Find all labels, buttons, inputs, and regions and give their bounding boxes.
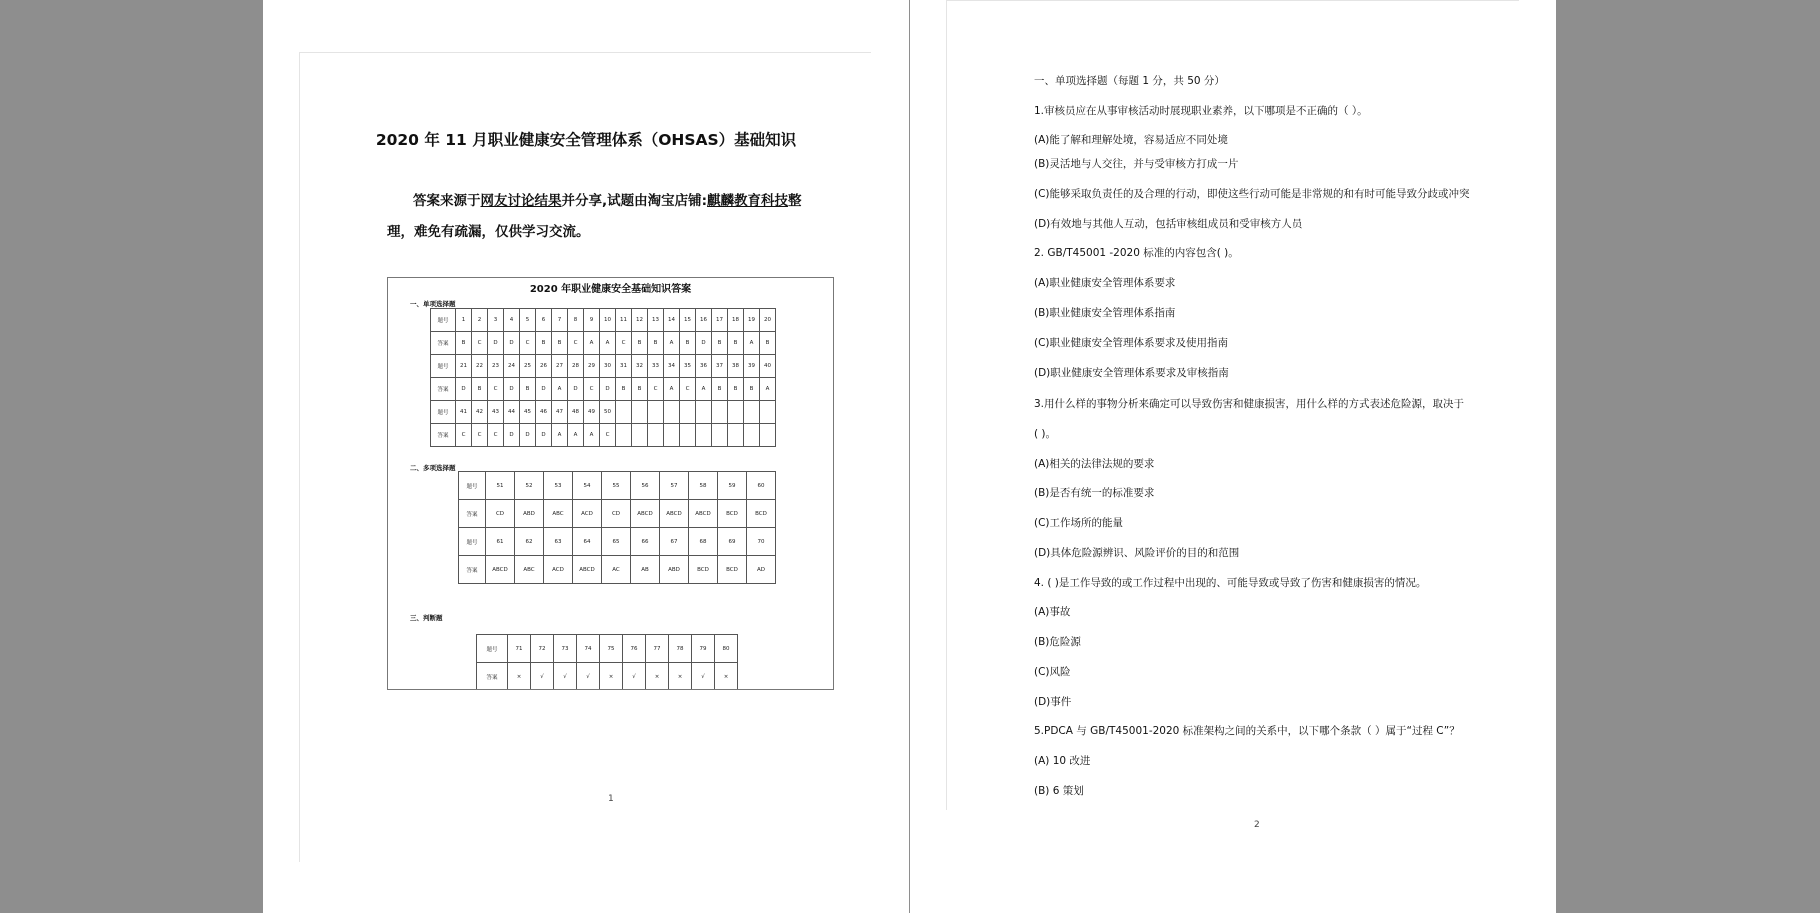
answer-cell: 11 [616,309,632,332]
answer-cell [712,424,728,447]
answer-cell: B [552,332,568,355]
answer-cell: √ [531,663,554,691]
page-margin-left [946,0,947,810]
document-title: 2020 年 11 月职业健康安全管理体系（OHSAS）基础知识 [375,131,797,149]
answer-cell: D [536,424,552,447]
answer-cell [696,424,712,447]
answer-cell [728,401,744,424]
answer-cell: D [520,424,536,447]
answer-cell: 72 [531,635,554,663]
question-line: (C)工作场所的能量 [1034,517,1124,529]
answer-cell: B [536,332,552,355]
answer-cell: D [504,378,520,401]
answer-cell: C [488,424,504,447]
answer-cell: CD [486,500,515,528]
answer-cell: 69 [718,528,747,556]
answer-cell: AD [747,556,776,584]
answer-cell [648,424,664,447]
answer-cell: C [600,424,616,447]
section-single-choice: 一、单项选择题 [410,300,456,308]
answer-cell: 63 [544,528,573,556]
question-line: 3.用什么样的事物分析来确定可以导致伤害和健康损害，用什么样的方式表述危险源，取决于 [1034,398,1465,410]
question-line: (B)是否有统一的标准要求 [1034,487,1155,499]
answer-cell: 25 [520,355,536,378]
answer-cell: 51 [486,472,515,500]
answer-cell: 7 [552,309,568,332]
answer-cell: A [664,332,680,355]
document-page-2 [910,0,1556,913]
answer-cell [664,424,680,447]
answer-cell: B [632,378,648,401]
answer-cell: ACD [544,556,573,584]
answer-cell: √ [623,663,646,691]
answer-cell: 13 [648,309,664,332]
question-line: (A)能了解和理解处境，容易适应不同处境 [1034,134,1228,146]
page-margin-left [299,52,300,862]
answer-cell: C [456,424,472,447]
answer-cell: B [760,332,776,355]
answer-cell: 52 [515,472,544,500]
answer-cell: D [504,332,520,355]
answer-cell: D [696,332,712,355]
answer-cell: B [648,332,664,355]
answer-cell: ABC [544,500,573,528]
answer-cell: C [584,378,600,401]
answer-cell [760,401,776,424]
answer-cell: 42 [472,401,488,424]
answer-cell [712,401,728,424]
answer-cell: 32 [632,355,648,378]
answer-cell: B [728,378,744,401]
answer-cell: B [472,378,488,401]
answer-cell: 31 [616,355,632,378]
question-line: ( )。 [1034,428,1057,440]
answer-cell: 48 [568,401,584,424]
answer-cell: 15 [680,309,696,332]
answer-cell: B [712,378,728,401]
row-header-cell: 题号 [459,528,486,556]
answer-cell: 61 [486,528,515,556]
row-header-cell: 题号 [459,472,486,500]
answer-cell: 39 [744,355,760,378]
row-header-cell: 题号 [477,635,508,663]
question-line: (B)危险源 [1034,636,1081,648]
answer-cell: 56 [631,472,660,500]
answer-cell: 9 [584,309,600,332]
answer-cell: 8 [568,309,584,332]
answer-cell: D [504,424,520,447]
answer-cell: 29 [584,355,600,378]
answer-cell: 35 [680,355,696,378]
single-choice-answer-table [430,308,776,447]
table-row [431,355,776,378]
question-line: 一、单项选择题（每题 1 分，共 50 分） [1034,75,1225,87]
row-header-cell: 答案 [431,378,456,401]
answer-cell: 37 [712,355,728,378]
question-line: (B) 6 策划 [1034,785,1084,797]
answer-cell: 80 [715,635,738,663]
answer-cell: 65 [602,528,631,556]
multiple-choice-answer-table [458,471,776,584]
answer-cell: 76 [623,635,646,663]
answer-cell: 47 [552,401,568,424]
answer-cell: C [616,332,632,355]
answer-cell [632,424,648,447]
answer-cell: 17 [712,309,728,332]
answer-cell: 2 [472,309,488,332]
answer-cell: 20 [760,309,776,332]
answer-cell: A [552,378,568,401]
row-header-cell: 答案 [431,424,456,447]
answer-cell: ABD [660,556,689,584]
answer-cell [760,424,776,447]
answer-cell: BCD [747,500,776,528]
intro-shop: 麒麟教育科技 [707,193,789,209]
page-number: 1 [608,794,614,804]
answer-cell: 73 [554,635,577,663]
page-number: 2 [1254,820,1260,830]
answer-cell [632,401,648,424]
answer-cell: C [472,332,488,355]
table-row [459,500,776,528]
answer-cell: C [472,424,488,447]
question-line: (D)事件 [1034,696,1072,708]
section-true-false: 三、判断题 [410,614,443,622]
question-line: (B)灵活地与人交往，并与受审核方打成一片 [1034,158,1239,170]
answer-cell: × [508,663,531,691]
question-line: (A)相关的法律法规的要求 [1034,458,1155,470]
answer-cell: B [680,332,696,355]
answer-cell: B [520,378,536,401]
answer-cell: 22 [472,355,488,378]
table-row [431,401,776,424]
answer-cell [664,401,680,424]
intro-paragraph [387,186,827,248]
page-margin-top [946,0,1519,1]
answer-cell: √ [554,663,577,691]
answer-cell: D [456,378,472,401]
intro-source: 网友讨论结果 [480,193,562,209]
answer-cell: A [568,424,584,447]
document-page-1 [263,0,909,913]
table-row [431,309,776,332]
answer-cell: ABD [515,500,544,528]
answer-cell: × [669,663,692,691]
answer-cell: C [488,378,504,401]
answer-cell: D [488,332,504,355]
answer-cell: 67 [660,528,689,556]
answer-cell: A [552,424,568,447]
answer-cell: 21 [456,355,472,378]
row-header-cell: 答案 [459,500,486,528]
answer-cell: 66 [631,528,660,556]
answer-cell: 70 [747,528,776,556]
answer-cell: A [760,378,776,401]
table-row [459,556,776,584]
answer-cell: 59 [718,472,747,500]
answer-cell [728,424,744,447]
row-header-cell: 答案 [459,556,486,584]
answer-cell: 55 [602,472,631,500]
answer-cell: 38 [728,355,744,378]
answer-cell: D [568,378,584,401]
answer-cell: 19 [744,309,760,332]
answer-cell: D [600,378,616,401]
answer-cell: A [664,378,680,401]
answer-cell: C [568,332,584,355]
question-line: 4. ( )是工作导致的或工作过程中出现的、可能导致或导致了伤害和健康损害的情况。 [1034,577,1427,589]
answer-cell: 23 [488,355,504,378]
answer-cell: 27 [552,355,568,378]
answer-cell: 58 [689,472,718,500]
table-row [431,378,776,401]
answer-cell: ABCD [631,500,660,528]
answer-cell: A [584,424,600,447]
answer-cell: 71 [508,635,531,663]
row-header-cell: 题号 [431,355,456,378]
answer-key-image [387,277,834,690]
row-header-cell: 答案 [477,663,508,691]
answer-cell: × [715,663,738,691]
answer-cell: 46 [536,401,552,424]
answer-cell: ABCD [573,556,602,584]
answer-cell: 4 [504,309,520,332]
answer-cell: 57 [660,472,689,500]
page-margin-top [299,52,871,53]
answer-cell: B [456,332,472,355]
table-row [459,472,776,500]
question-line: (D)职业健康安全管理体系要求及审核指南 [1034,367,1229,379]
true-false-answer-table [476,634,738,690]
answer-cell: A [744,332,760,355]
answer-cell: D [536,378,552,401]
answer-cell: 1 [456,309,472,332]
answer-cell [616,424,632,447]
answer-cell: 43 [488,401,504,424]
answer-cell: 40 [760,355,776,378]
answer-cell: 3 [488,309,504,332]
answer-cell: B [616,378,632,401]
row-header-cell: 题号 [431,309,456,332]
answer-cell [744,424,760,447]
answer-cell: C [648,378,664,401]
answer-cell: B [728,332,744,355]
row-header-cell: 答案 [431,332,456,355]
answer-cell: × [646,663,669,691]
answer-cell: AB [631,556,660,584]
answer-cell: 68 [689,528,718,556]
answer-cell: AC [602,556,631,584]
section-multiple-choice: 二、多项选择题 [410,464,456,472]
answer-cell: 41 [456,401,472,424]
answer-cell: 50 [600,401,616,424]
answer-cell: A [584,332,600,355]
answer-cell: √ [577,663,600,691]
answer-cell: 18 [728,309,744,332]
answer-cell: 54 [573,472,602,500]
question-line: (A)职业健康安全管理体系要求 [1034,277,1176,289]
question-line: 5.PDCA 与 GB/T45001-2020 标准架构之间的关系中，以下哪个条款（ ）属于“过程 C”？ [1034,725,1460,737]
answer-cell: 36 [696,355,712,378]
answer-cell [680,401,696,424]
answer-cell: 5 [520,309,536,332]
answer-cell: 14 [664,309,680,332]
question-line: (C)职业健康安全管理体系要求及使用指南 [1034,337,1229,349]
answer-cell: 75 [600,635,623,663]
answer-cell: 77 [646,635,669,663]
answer-cell: BCD [689,556,718,584]
answer-cell: A [600,332,616,355]
answer-cell: CD [602,500,631,528]
table-row [459,528,776,556]
table-row [477,663,738,691]
question-line: (A)事故 [1034,606,1071,618]
answer-cell: 44 [504,401,520,424]
answer-cell: C [680,378,696,401]
table-row [431,424,776,447]
answer-cell: 53 [544,472,573,500]
answer-cell: 60 [747,472,776,500]
answer-cell: ABCD [486,556,515,584]
intro-part2: 并分享,试题由淘宝店铺: [561,193,708,209]
answer-cell: ABCD [660,500,689,528]
answer-cell: ABCD [689,500,718,528]
answer-cell: ABC [515,556,544,584]
table-row [431,332,776,355]
answer-cell: 49 [584,401,600,424]
answer-cell: 28 [568,355,584,378]
row-header-cell: 题号 [431,401,456,424]
question-line: (B)职业健康安全管理体系指南 [1034,307,1176,319]
question-line: (D)具体危险源辨识、风险评价的目的和范围 [1034,547,1240,559]
question-line: (C)能够采取负责任的及合理的行动，即使这些行动可能是非常规的和有时可能导致分歧或冲突 [1034,188,1470,200]
answer-cell: 16 [696,309,712,332]
answer-cell: 6 [536,309,552,332]
answer-cell [744,401,760,424]
question-line: 2. GB/T45001 -2020 标准的内容包含( )。 [1034,247,1239,259]
answer-cell: B [744,378,760,401]
answer-cell: A [696,378,712,401]
answer-cell: 79 [692,635,715,663]
answer-cell: 10 [600,309,616,332]
answer-cell: B [632,332,648,355]
question-line: (A) 10 改进 [1034,755,1091,767]
answer-cell [648,401,664,424]
answer-cell: ACD [573,500,602,528]
answer-cell [616,401,632,424]
answer-cell: C [520,332,536,355]
answer-cell [696,401,712,424]
answer-cell: B [712,332,728,355]
question-line: 1.审核员应在从事审核活动时展现职业素养，以下哪项是不正确的（ ）。 [1034,105,1368,117]
answer-cell [680,424,696,447]
answer-cell: 33 [648,355,664,378]
answer-cell: BCD [718,500,747,528]
answer-cell: 78 [669,635,692,663]
question-line: (C)风险 [1034,666,1071,678]
answer-cell: BCD [718,556,747,584]
answer-cell: 12 [632,309,648,332]
intro-part1: 答案来源于 [413,193,481,209]
answer-cell: 30 [600,355,616,378]
intro-part3: 整理，难免有疏漏，仅供学习交流。 [387,193,802,240]
answer-key-title: 2020 年职业健康安全基础知识答案 [529,284,692,295]
answer-cell: 34 [664,355,680,378]
table-row [477,635,738,663]
answer-cell: 45 [520,401,536,424]
answer-cell: 74 [577,635,600,663]
question-line: (D)有效地与其他人互动，包括审核组成员和受审核方人员 [1034,218,1303,230]
answer-cell: 64 [573,528,602,556]
answer-cell: × [600,663,623,691]
answer-cell: √ [692,663,715,691]
answer-cell: 24 [504,355,520,378]
answer-cell: 26 [536,355,552,378]
answer-cell: 62 [515,528,544,556]
